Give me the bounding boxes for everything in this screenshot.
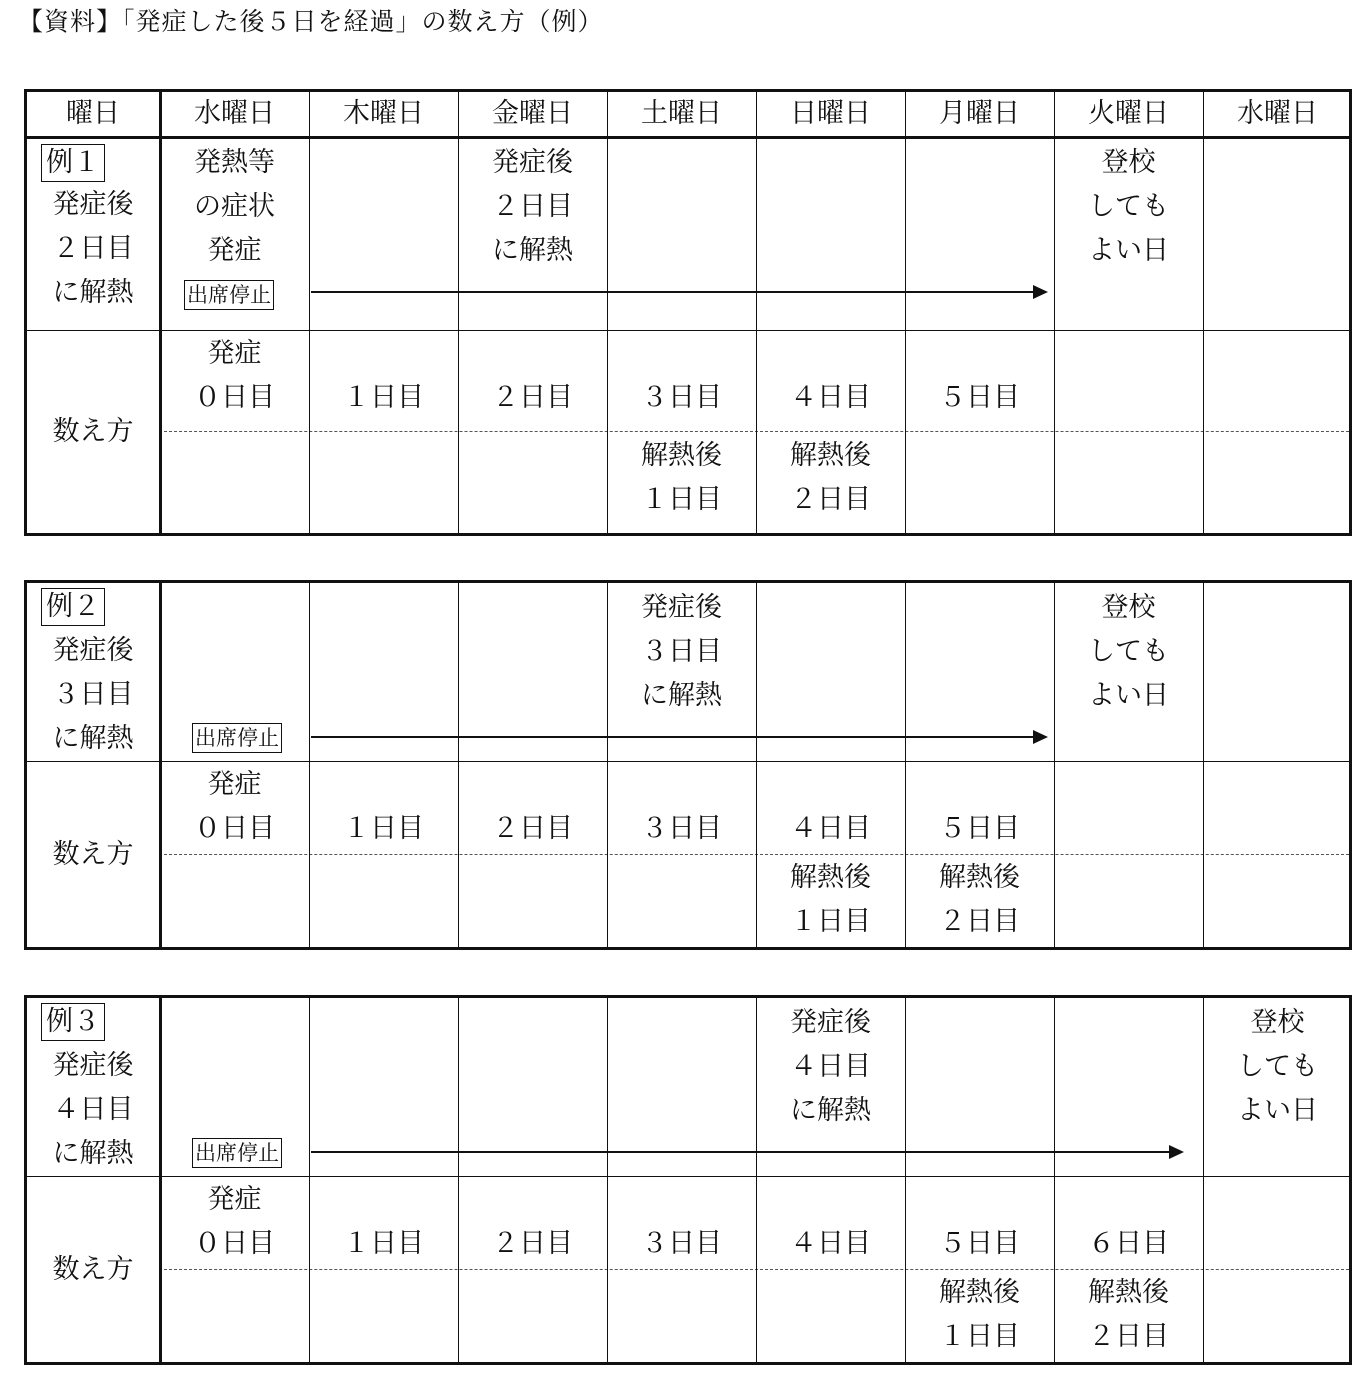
school-ok-note-3: よい日	[1237, 1095, 1318, 1126]
stop-period-arrow	[311, 1142, 1191, 1162]
header-fri: 金曜日	[492, 98, 573, 129]
example-label-cell	[27, 139, 159, 330]
day-6: ６日目	[1088, 1228, 1169, 1259]
day-1: １日目	[343, 382, 424, 413]
header-sat: 土曜日	[641, 98, 722, 129]
school-ok-note-3: よい日	[1088, 680, 1169, 711]
col-divider	[1203, 583, 1204, 947]
stop-period-arrow	[311, 282, 1051, 302]
after-fever-2-day: ２日目	[939, 906, 1020, 937]
col-divider	[309, 583, 310, 947]
header-tue: 火曜日	[1088, 98, 1169, 129]
example-tag: 例３	[41, 1003, 105, 1041]
fever-down-note-2: ２日目	[492, 191, 573, 222]
after-fever-2-day: ２日目	[790, 484, 871, 515]
day-3: ３日目	[641, 1228, 722, 1259]
dashed-divider	[159, 1269, 1349, 1270]
after-fever-1-label: 解熱後	[641, 440, 722, 471]
fever-down-note-1: 発症後	[641, 592, 722, 623]
example-3-table	[24, 995, 1352, 1365]
school-ok-note-1: 登校	[1101, 147, 1156, 178]
after-fever-2-day: ２日目	[1088, 1321, 1169, 1352]
dashed-divider	[159, 431, 1349, 432]
after-fever-1-label: 解熱後	[939, 1277, 1020, 1308]
dashed-divider	[159, 854, 1349, 855]
example-desc-1: 発症後	[52, 189, 134, 220]
day-0: ０日目	[194, 1228, 275, 1259]
school-ok-note-1: 登校	[1250, 1007, 1305, 1038]
school-ok-note-2: しても	[1237, 1051, 1318, 1082]
fever-down-note-1: 発症後	[492, 147, 573, 178]
col-divider	[607, 998, 608, 1362]
day-3: ３日目	[641, 382, 722, 413]
onset-label: 発症	[207, 1184, 262, 1215]
header-wed-next: 水曜日	[1237, 98, 1318, 129]
attendance-stop-box: 出席停止	[192, 723, 282, 753]
day-4: ４日目	[790, 1228, 871, 1259]
day-1: １日目	[343, 1228, 424, 1259]
day-1: １日目	[343, 813, 424, 844]
day-4: ４日目	[790, 813, 871, 844]
onset-label: 発症	[207, 769, 262, 800]
header-sun: 日曜日	[790, 98, 871, 129]
fever-down-note-3: に解熱	[492, 235, 573, 266]
header-wed: 水曜日	[194, 98, 275, 129]
col-divider	[458, 583, 459, 947]
col-divider	[1203, 92, 1204, 533]
header-mon: 月曜日	[939, 98, 1020, 129]
document-title: 【資料】「発症した後５日を経過」の数え方（例）	[18, 7, 604, 36]
day-0: ０日目	[194, 382, 275, 413]
example-2-table	[24, 580, 1352, 950]
example-desc-3: に解熱	[52, 1138, 134, 1169]
day-5: ５日目	[939, 813, 1020, 844]
fever-down-note-2: ３日目	[641, 636, 722, 667]
header-divider	[27, 136, 1349, 139]
after-fever-1-day: １日目	[790, 906, 871, 937]
day-4: ４日目	[790, 382, 871, 413]
example-desc-1: 発症後	[52, 635, 134, 666]
row-divider	[27, 330, 1349, 331]
attendance-stop-box: 出席停止	[192, 1138, 282, 1168]
col-divider	[458, 998, 459, 1362]
example-desc-2: ４日目	[52, 1094, 134, 1125]
day-5: ５日目	[939, 1228, 1020, 1259]
onset-note-2: の症状	[194, 191, 275, 222]
example-desc-3: に解熱	[52, 277, 134, 308]
day-5: ５日目	[939, 382, 1020, 413]
day-2: ２日目	[492, 813, 573, 844]
fever-down-note-3: に解熱	[641, 680, 722, 711]
col-divider	[309, 92, 310, 533]
onset-note-3: 発症	[207, 235, 262, 266]
after-fever-2-label: 解熱後	[939, 862, 1020, 893]
day-2: ２日目	[492, 1228, 573, 1259]
count-label: 数え方	[52, 1254, 134, 1285]
example-label-cell	[27, 998, 159, 1176]
fever-down-note-3: に解熱	[790, 1095, 871, 1126]
after-fever-1-label: 解熱後	[790, 862, 871, 893]
day-0: ０日目	[194, 813, 275, 844]
day-3: ３日目	[641, 813, 722, 844]
example-desc-3: に解熱	[52, 723, 134, 754]
count-label: 数え方	[52, 839, 134, 870]
after-fever-1-day: １日目	[939, 1321, 1020, 1352]
header-weekday: 曜日	[66, 98, 120, 129]
col-divider	[905, 92, 906, 533]
example-tag: 例１	[41, 144, 105, 182]
example-desc-1: 発症後	[52, 1050, 134, 1081]
after-fever-2-label: 解熱後	[1088, 1277, 1169, 1308]
stop-period-arrow	[311, 727, 1051, 747]
after-fever-1-day: １日目	[641, 484, 722, 515]
school-ok-note-2: しても	[1088, 636, 1169, 667]
after-fever-2-label: 解熱後	[790, 440, 871, 471]
attendance-stop-box: 出席停止	[184, 280, 274, 310]
school-ok-note-2: しても	[1088, 191, 1169, 222]
school-ok-note-1: 登校	[1101, 592, 1156, 623]
example-desc-2: ２日目	[52, 233, 134, 264]
fever-down-note-2: ４日目	[790, 1051, 871, 1082]
header-thu: 木曜日	[343, 98, 424, 129]
example-label-cell	[27, 583, 159, 761]
example-desc-2: ３日目	[52, 679, 134, 710]
col-divider	[309, 998, 310, 1362]
example-tag: 例２	[41, 588, 105, 626]
school-ok-note-3: よい日	[1088, 235, 1169, 266]
row-divider	[27, 761, 1349, 762]
row-divider	[27, 1176, 1349, 1177]
count-label: 数え方	[52, 416, 134, 447]
fever-down-note-1: 発症後	[790, 1007, 871, 1038]
example-1-table	[24, 89, 1352, 536]
onset-note-1: 発熱等	[194, 147, 275, 178]
day-2: ２日目	[492, 382, 573, 413]
onset-label: 発症	[207, 338, 262, 369]
